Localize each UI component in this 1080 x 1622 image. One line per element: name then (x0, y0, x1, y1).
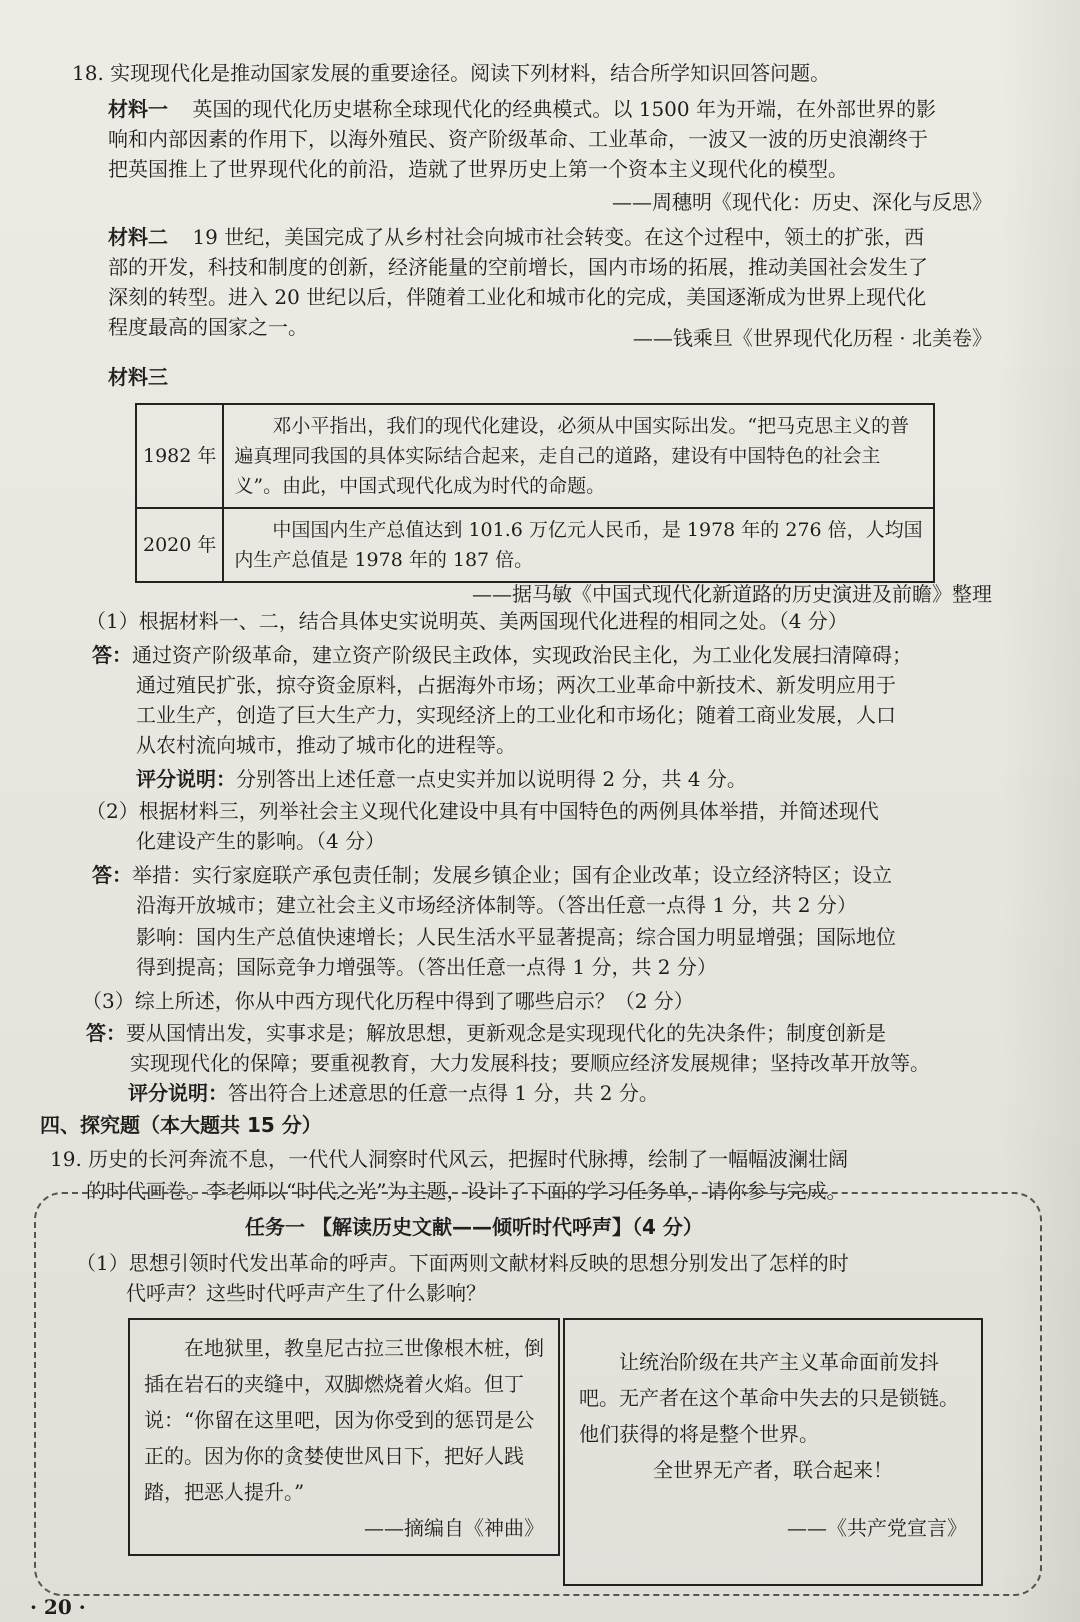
task-1-title: 任务一 【解读历史文献——倾听时代呼声】（4 分） (245, 1215, 703, 1239)
table-year-cell: 2020 年 (136, 508, 223, 582)
sub-answer-2-line-2: 沿海开放城市；建立社会主义市场经济体制等。（答出任意一点得 1 分，共 2 分） (136, 893, 857, 917)
table-year-cell: 1982 年 (136, 404, 223, 508)
answer-label: 答： (92, 863, 132, 887)
manifesto-text: 让统治阶级在共产主义革命面前发抖吧。无产者在这个革命中失去的只是锁链。他们获得的将是整个世界。 (579, 1350, 959, 1446)
section-title: 四、探究题（本大题共 15 分） (40, 1113, 322, 1137)
scoring-note-label: 评分说明： (128, 1081, 228, 1105)
sub-question-2-line-1: （2）根据材料三，列举社会主义现代化建设中具有中国特色的两例具体举措，并简述现代 (86, 799, 879, 823)
table-text-cell: 中国国内生产总值达到 101.6 万亿元人民币，是 1978 年的 276 倍，人均国内生产总值是 1978 年的 187 倍。 (223, 508, 934, 582)
material-2-line-1 (108, 222, 924, 252)
manifesto-source: ——《共产党宣言》 (787, 1516, 967, 1540)
answer-text: 通过资产阶级革命，建立资产阶级民主政体，实现政治民主化，为工业化发展扫清障碍； (132, 643, 912, 667)
sub-question-2-line-2: 化建设产生的影响。（4 分） (136, 829, 386, 853)
divine-comedy-source: ——摘编自《神曲》 (364, 1516, 544, 1540)
scoring-note-1 (136, 764, 747, 794)
scoring-note-text: 分别答出上述任意一点史实并加以说明得 2 分，共 4 分。 (236, 767, 747, 791)
sub-answer-3-line-1 (86, 1018, 886, 1048)
sub-answer-2-line-3: 影响：国内生产总值快速增长；人民生活水平显著提高；综合国力明显增强；国际地位 (136, 925, 896, 949)
answer-text: 举措：实行家庭联产承包责任制；发展乡镇企业；国有企业改革；设立经济特区；设立 (132, 863, 892, 887)
sub-question-1: （1）根据材料一、二，结合具体史实说明英、美两国现代化进程的相同之处。（4 分） (86, 609, 848, 633)
material-1-line-2: 响和内部因素的作用下，以海外殖民、资产阶级革命、工业革命，一波又一波的历史浪潮终于 (108, 127, 928, 151)
material-1-source: ——周穗明《现代化：历史、深化与反思》 (612, 190, 992, 214)
material-3-source: ——据马敏《中国式现代化新道路的历史演进及前瞻》整理 (472, 582, 992, 606)
answer-label: 答： (92, 643, 132, 667)
answer-text: 要从国情出发，实事求是；解放思想，更新观念是实现现代化的先决条件；制度创新是 (126, 1021, 886, 1045)
divine-comedy-text: 在地狱里，教皇尼古拉三世像根木桩，倒插在岩石的夹缝中，双脚燃烧着火焰。但丁说：“你留在这里吧，因为你受到的惩罚是公正的。因为你的贪婪使世风日下，把好人践踏，把恶人提升。” (144, 1336, 544, 1504)
material-2-line-2: 部的开发，科技和制度的创新，经济能量的空前增长，国内市场的拓展，推动美国社会发生了 (108, 255, 928, 279)
material-2-source: ——钱乘旦《世界现代化历程 · 北美卷》 (632, 326, 992, 350)
material-3-label: 材料三 (108, 365, 168, 389)
material-1-label: 材料一 (108, 97, 168, 121)
sub-answer-2-line-4: 得到提高；国际竞争力增强等。（答出任意一点得 1 分，共 2 分） (136, 955, 717, 979)
document-divine-comedy (128, 1318, 560, 1556)
table-row (136, 508, 934, 582)
answer-label: 答： (86, 1021, 126, 1045)
page-number: · 20 · (30, 1595, 86, 1619)
scoring-note-label: 评分说明： (136, 767, 236, 791)
material-2-line-3: 深刻的转型。进入 20 世纪以后，伴随着工业化和城市化的完成，美国逐渐成为世界上现代化 (108, 285, 927, 309)
sub-answer-1-line-2: 通过殖民扩张，掠夺资金原料，占据海外市场；两次工业革命中新技术、新发明应用于 (136, 673, 896, 697)
document-communist-manifesto (563, 1318, 983, 1586)
scoring-note-3 (128, 1078, 659, 1108)
q19-line-1: 19. 历史的长河奔流不息，一代代人洞察时代风云，把握时代脉搏，绘制了一幅幅波澜壮阔 (50, 1147, 849, 1171)
material-2-line-4: 程度最高的国家之一。 (108, 315, 308, 339)
material-2-text-1: 19 世纪，美国完成了从乡村社会向城市社会转变。在这个过程中，领土的扩张，西 (192, 225, 925, 249)
task-1-question-line-1: （1）思想引领时代发出革命的呼声。下面两则文献材料反映的思想分别发出了怎样的时 (76, 1251, 849, 1275)
sub-question-3: （3）综上所述，你从中西方现代化历程中得到了哪些启示？（2 分） (82, 989, 694, 1013)
material-2-label: 材料二 (108, 225, 168, 249)
material-1-line-1 (108, 94, 936, 124)
sub-answer-1-line-4: 从农村流向城市，推动了城市化的进程等。 (136, 733, 516, 757)
task-1-question-line-2: 代呼声？这些时代呼声产生了什么影响？ (126, 1281, 486, 1305)
table-row (136, 404, 934, 508)
material-3-table (135, 403, 935, 583)
scoring-note-text: 答出符合上述意思的任意一点得 1 分，共 2 分。 (228, 1081, 659, 1105)
sub-answer-2-line-1 (92, 860, 892, 890)
q18-intro: 18. 实现现代化是推动国家发展的重要途径。阅读下列材料，结合所学知识回答问题。 (72, 61, 831, 85)
manifesto-slogan: 全世界无产者，联合起来！ (653, 1458, 893, 1482)
material-1-text-1: 英国的现代化历史堪称全球现代化的经典模式。以 1500 年为开端，在外部世界的影 (192, 97, 936, 121)
table-text-cell: 邓小平指出，我们的现代化建设，必须从中国实际出发。“把马克思主义的普遍真理同我国的具体实际结合起来，走自己的道路，建设有中国特色的社会主义”。由此，中国式现代化成为时代的命题。 (223, 404, 934, 508)
q19-line-2: 的时代画卷。李老师以“时代之光”为主题，设计了下面的学习任务单，请你参与完成。 (86, 1179, 847, 1203)
sub-answer-1-line-3: 工业生产，创造了巨大生产力，实现经济上的工业化和市场化；随着工商业发展，人口 (136, 703, 896, 727)
sub-answer-3-line-2: 实现现代化的保障；要重视教育，大力发展科技；要顺应经济发展规律；坚持改革开放等。 (130, 1051, 930, 1075)
sub-answer-1-line-1 (92, 640, 912, 670)
material-1-line-3: 把英国推上了世界现代化的前沿，造就了世界历史上第一个资本主义现代化的模型。 (108, 157, 848, 181)
